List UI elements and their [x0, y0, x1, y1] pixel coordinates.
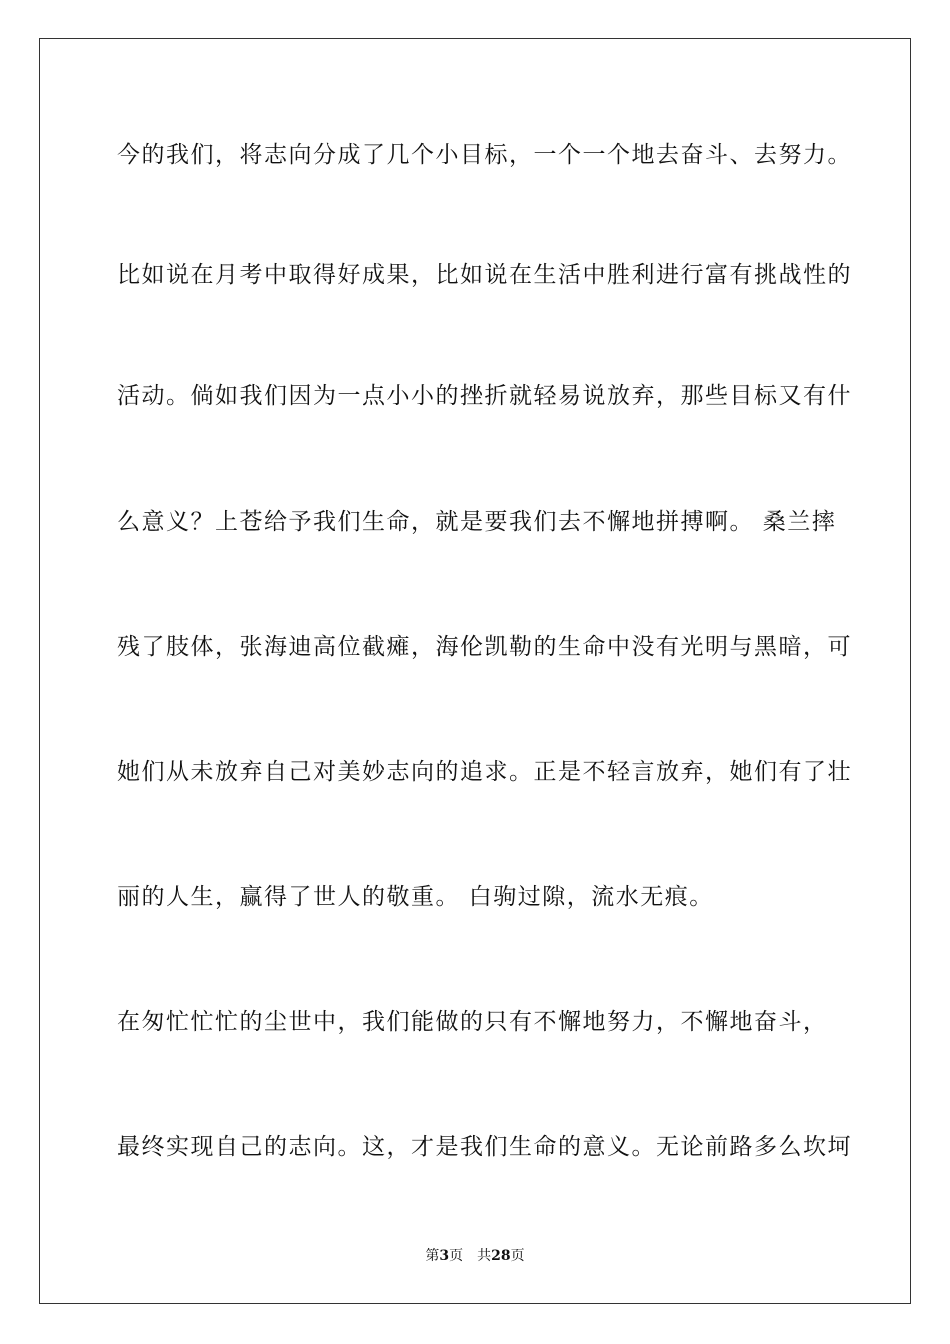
footer-total-prefix: 共 — [477, 1248, 492, 1264]
footer-page-number: 3 — [439, 1248, 450, 1264]
text-line: 活动。倘如我们因为一点小小的挫折就轻易说放弃，那些目标又有什 — [117, 383, 852, 409]
text-line: 今的我们，将志向分成了几个小目标，一个一个地去奋斗、去努力。 — [117, 142, 852, 168]
text-line: 残了肢体，张海迪高位截瘫，海伦凯勒的生命中没有光明与黑暗，可 — [117, 634, 852, 660]
text-line: 比如说在月考中取得好成果，比如说在生活中胜利进行富有挑战性的 — [117, 262, 852, 288]
page-border — [39, 38, 911, 1304]
footer-page-suffix: 页 — [449, 1248, 464, 1264]
footer-total-pages: 28 — [491, 1248, 511, 1264]
text-line: 她们从未放弃自己对美妙志向的追求。正是不轻言放弃，她们有了壮 — [117, 759, 852, 785]
text-line: 最终实现自己的志向。这，才是我们生命的意义。无论前路多么坎坷 — [117, 1134, 852, 1160]
footer-total-suffix: 页 — [510, 1248, 525, 1264]
text-line: 在匆忙忙忙的尘世中，我们能做的只有不懈地努力，不懈地奋斗， — [117, 1009, 828, 1035]
text-line: 丽的人生，赢得了世人的敬重。 白驹过隙，流水无痕。 — [117, 884, 714, 910]
text-line: 么意义？上苍给予我们生命，就是要我们去不懈地拼搏啊。 桑兰摔 — [117, 509, 837, 535]
page-footer — [0, 1246, 950, 1266]
footer-page-prefix: 第 — [425, 1248, 440, 1264]
